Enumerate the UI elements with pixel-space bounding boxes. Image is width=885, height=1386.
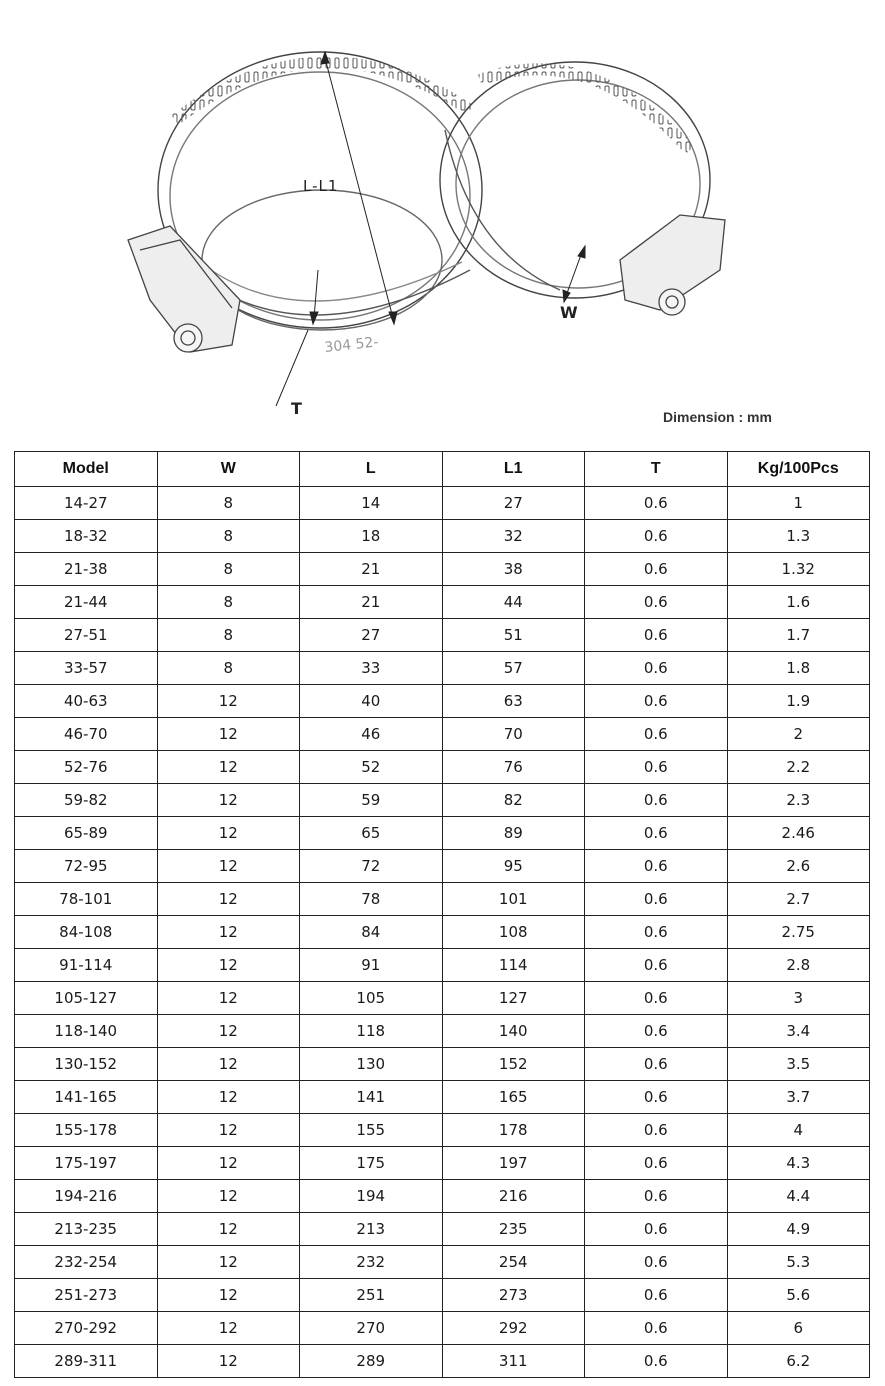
w-cell: 12 [157,1213,300,1246]
l1-cell: 101 [442,883,585,916]
col-l: L [300,452,443,487]
model-cell: 232-254 [15,1246,158,1279]
l1-cell: 140 [442,1015,585,1048]
table-row [15,850,870,883]
w-cell: 8 [157,586,300,619]
l1-cell: 27 [442,487,585,520]
weight-cell: 4.9 [727,1213,870,1246]
table-row [15,1213,870,1246]
l-cell: 270 [300,1312,443,1345]
col-w: W [157,452,300,487]
t-cell: 0.6 [585,817,728,850]
table-row [15,685,870,718]
model-cell: 78-101 [15,883,158,916]
table-row [15,652,870,685]
model-cell: 52-76 [15,751,158,784]
t-cell: 0.6 [585,520,728,553]
table-row [15,784,870,817]
model-cell: 91-114 [15,949,158,982]
model-cell: 118-140 [15,1015,158,1048]
weight-cell: 2 [727,718,870,751]
w-cell: 12 [157,1048,300,1081]
w-cell: 12 [157,718,300,751]
w-cell: 8 [157,619,300,652]
l-cell: 175 [300,1147,443,1180]
model-cell: 105-127 [15,982,158,1015]
table-row [15,1180,870,1213]
w-cell: 12 [157,685,300,718]
l-cell: 130 [300,1048,443,1081]
w-cell: 12 [157,1147,300,1180]
weight-cell: 3.5 [727,1048,870,1081]
thickness-label: T [291,399,302,418]
t-cell: 0.6 [585,1048,728,1081]
model-cell: 14-27 [15,487,158,520]
model-cell: 59-82 [15,784,158,817]
t-cell: 0.6 [585,619,728,652]
l-cell: 78 [300,883,443,916]
l-cell: 141 [300,1081,443,1114]
t-cell: 0.6 [585,1015,728,1048]
l1-cell: 178 [442,1114,585,1147]
l-cell: 155 [300,1114,443,1147]
weight-cell: 2.75 [727,916,870,949]
l1-cell: 51 [442,619,585,652]
t-cell: 0.6 [585,949,728,982]
l1-cell: 292 [442,1312,585,1345]
table-row [15,553,870,586]
w-cell: 12 [157,751,300,784]
weight-cell: 1.8 [727,652,870,685]
table-body [15,487,870,1378]
col-l1: L1 [442,452,585,487]
model-cell: 21-38 [15,553,158,586]
weight-cell: 1.3 [727,520,870,553]
weight-cell: 2.7 [727,883,870,916]
weight-cell: 2.2 [727,751,870,784]
l-cell: 52 [300,751,443,784]
weight-cell: 1.9 [727,685,870,718]
table-row [15,982,870,1015]
weight-cell: 1.7 [727,619,870,652]
t-cell: 0.6 [585,586,728,619]
l1-cell: 38 [442,553,585,586]
l-cell: 65 [300,817,443,850]
table-row [15,1015,870,1048]
weight-cell: 4.3 [727,1147,870,1180]
t-cell: 0.6 [585,1345,728,1378]
w-cell: 12 [157,1246,300,1279]
model-cell: 72-95 [15,850,158,883]
band-stamp: 304 52- [323,334,380,356]
t-cell: 0.6 [585,1246,728,1279]
model-cell: 289-311 [15,1345,158,1378]
model-cell: 155-178 [15,1114,158,1147]
l1-cell: 82 [442,784,585,817]
l1-cell: 63 [442,685,585,718]
table-row [15,817,870,850]
table-row [15,883,870,916]
l-cell: 105 [300,982,443,1015]
t-cell: 0.6 [585,982,728,1015]
w-cell: 12 [157,817,300,850]
w-cell: 12 [157,1114,300,1147]
table-row [15,520,870,553]
model-cell: 40-63 [15,685,158,718]
spec-table [14,451,870,1378]
w-cell: 12 [157,916,300,949]
model-cell: 46-70 [15,718,158,751]
header-row [15,452,870,487]
col-t: T [585,452,728,487]
model-cell: 33-57 [15,652,158,685]
table-row [15,916,870,949]
table-row [15,619,870,652]
l-cell: 232 [300,1246,443,1279]
w-cell: 12 [157,1180,300,1213]
model-cell: 194-216 [15,1180,158,1213]
w-cell: 12 [157,883,300,916]
l1-cell: 70 [442,718,585,751]
weight-cell: 1 [727,487,870,520]
weight-cell: 1.6 [727,586,870,619]
length-label: L-L1 [303,177,339,195]
l-cell: 289 [300,1345,443,1378]
w-cell: 8 [157,520,300,553]
model-cell: 84-108 [15,916,158,949]
model-cell: 21-44 [15,586,158,619]
weight-cell: 6 [727,1312,870,1345]
w-cell: 12 [157,850,300,883]
w-cell: 12 [157,1081,300,1114]
l1-cell: 235 [442,1213,585,1246]
l-cell: 14 [300,487,443,520]
t-cell: 0.6 [585,1114,728,1147]
t-cell: 0.6 [585,1279,728,1312]
table-row [15,1312,870,1345]
l1-cell: 273 [442,1279,585,1312]
l1-cell: 114 [442,949,585,982]
l1-cell: 44 [442,586,585,619]
l1-cell: 254 [442,1246,585,1279]
width-label: W [560,303,578,322]
weight-cell: 1.32 [727,553,870,586]
col-weight: Kg/100Pcs [727,452,870,487]
table-row [15,751,870,784]
t-cell: 0.6 [585,1180,728,1213]
w-cell: 8 [157,553,300,586]
table-row [15,1345,870,1378]
t-cell: 0.6 [585,850,728,883]
model-cell: 270-292 [15,1312,158,1345]
l-cell: 46 [300,718,443,751]
l-cell: 18 [300,520,443,553]
t-cell: 0.6 [585,916,728,949]
w-cell: 12 [157,982,300,1015]
weight-cell: 3.7 [727,1081,870,1114]
l1-cell: 32 [442,520,585,553]
weight-cell: 5.6 [727,1279,870,1312]
model-cell: 213-235 [15,1213,158,1246]
dimension-note: Dimension : mm [663,409,772,425]
t-cell: 0.6 [585,553,728,586]
t-cell: 0.6 [585,1147,728,1180]
l1-cell: 165 [442,1081,585,1114]
t-cell: 0.6 [585,718,728,751]
l-cell: 72 [300,850,443,883]
l1-cell: 89 [442,817,585,850]
l-cell: 27 [300,619,443,652]
weight-cell: 6.2 [727,1345,870,1378]
table-row [15,586,870,619]
l-cell: 194 [300,1180,443,1213]
w-cell: 12 [157,1279,300,1312]
l-cell: 91 [300,949,443,982]
col-model: Model [15,452,158,487]
t-cell: 0.6 [585,1081,728,1114]
table-row [15,1048,870,1081]
w-cell: 12 [157,1345,300,1378]
weight-cell: 4 [727,1114,870,1147]
weight-cell: 3 [727,982,870,1015]
model-cell: 18-32 [15,520,158,553]
model-cell: 130-152 [15,1048,158,1081]
l1-cell: 57 [442,652,585,685]
t-cell: 0.6 [585,487,728,520]
l-cell: 213 [300,1213,443,1246]
model-cell: 175-197 [15,1147,158,1180]
l-cell: 84 [300,916,443,949]
l1-cell: 216 [442,1180,585,1213]
table-row [15,1147,870,1180]
l-cell: 33 [300,652,443,685]
l-cell: 251 [300,1279,443,1312]
weight-cell: 2.6 [727,850,870,883]
small-clamp-screw-housing [620,215,725,315]
weight-cell: 4.4 [727,1180,870,1213]
table-row [15,1114,870,1147]
table-row [15,718,870,751]
t-cell: 0.6 [585,883,728,916]
l1-cell: 95 [442,850,585,883]
l-cell: 59 [300,784,443,817]
model-cell: 251-273 [15,1279,158,1312]
t-cell: 0.6 [585,652,728,685]
weight-cell: 2.3 [727,784,870,817]
l-cell: 21 [300,586,443,619]
t-cell: 0.6 [585,685,728,718]
model-cell: 27-51 [15,619,158,652]
table-row [15,949,870,982]
w-cell: 8 [157,487,300,520]
w-cell: 8 [157,652,300,685]
large-clamp-screw-housing [128,226,240,352]
l1-cell: 197 [442,1147,585,1180]
t-cell: 0.6 [585,1312,728,1345]
w-cell: 12 [157,1015,300,1048]
model-cell: 141-165 [15,1081,158,1114]
t-cell: 0.6 [585,1213,728,1246]
w-cell: 12 [157,949,300,982]
l1-cell: 311 [442,1345,585,1378]
l-cell: 118 [300,1015,443,1048]
l1-cell: 76 [442,751,585,784]
w-cell: 12 [157,784,300,817]
w-cell: 12 [157,1312,300,1345]
l-cell: 40 [300,685,443,718]
hose-clamp-drawing [0,0,885,440]
table-row [15,1246,870,1279]
weight-cell: 5.3 [727,1246,870,1279]
model-cell: 65-89 [15,817,158,850]
t-cell: 0.6 [585,784,728,817]
l-cell: 21 [300,553,443,586]
l1-cell: 152 [442,1048,585,1081]
l1-cell: 127 [442,982,585,1015]
l1-cell: 108 [442,916,585,949]
weight-cell: 2.46 [727,817,870,850]
table-row [15,1081,870,1114]
weight-cell: 3.4 [727,1015,870,1048]
t-cell: 0.6 [585,751,728,784]
weight-cell: 2.8 [727,949,870,982]
table-row [15,487,870,520]
table-row [15,1279,870,1312]
